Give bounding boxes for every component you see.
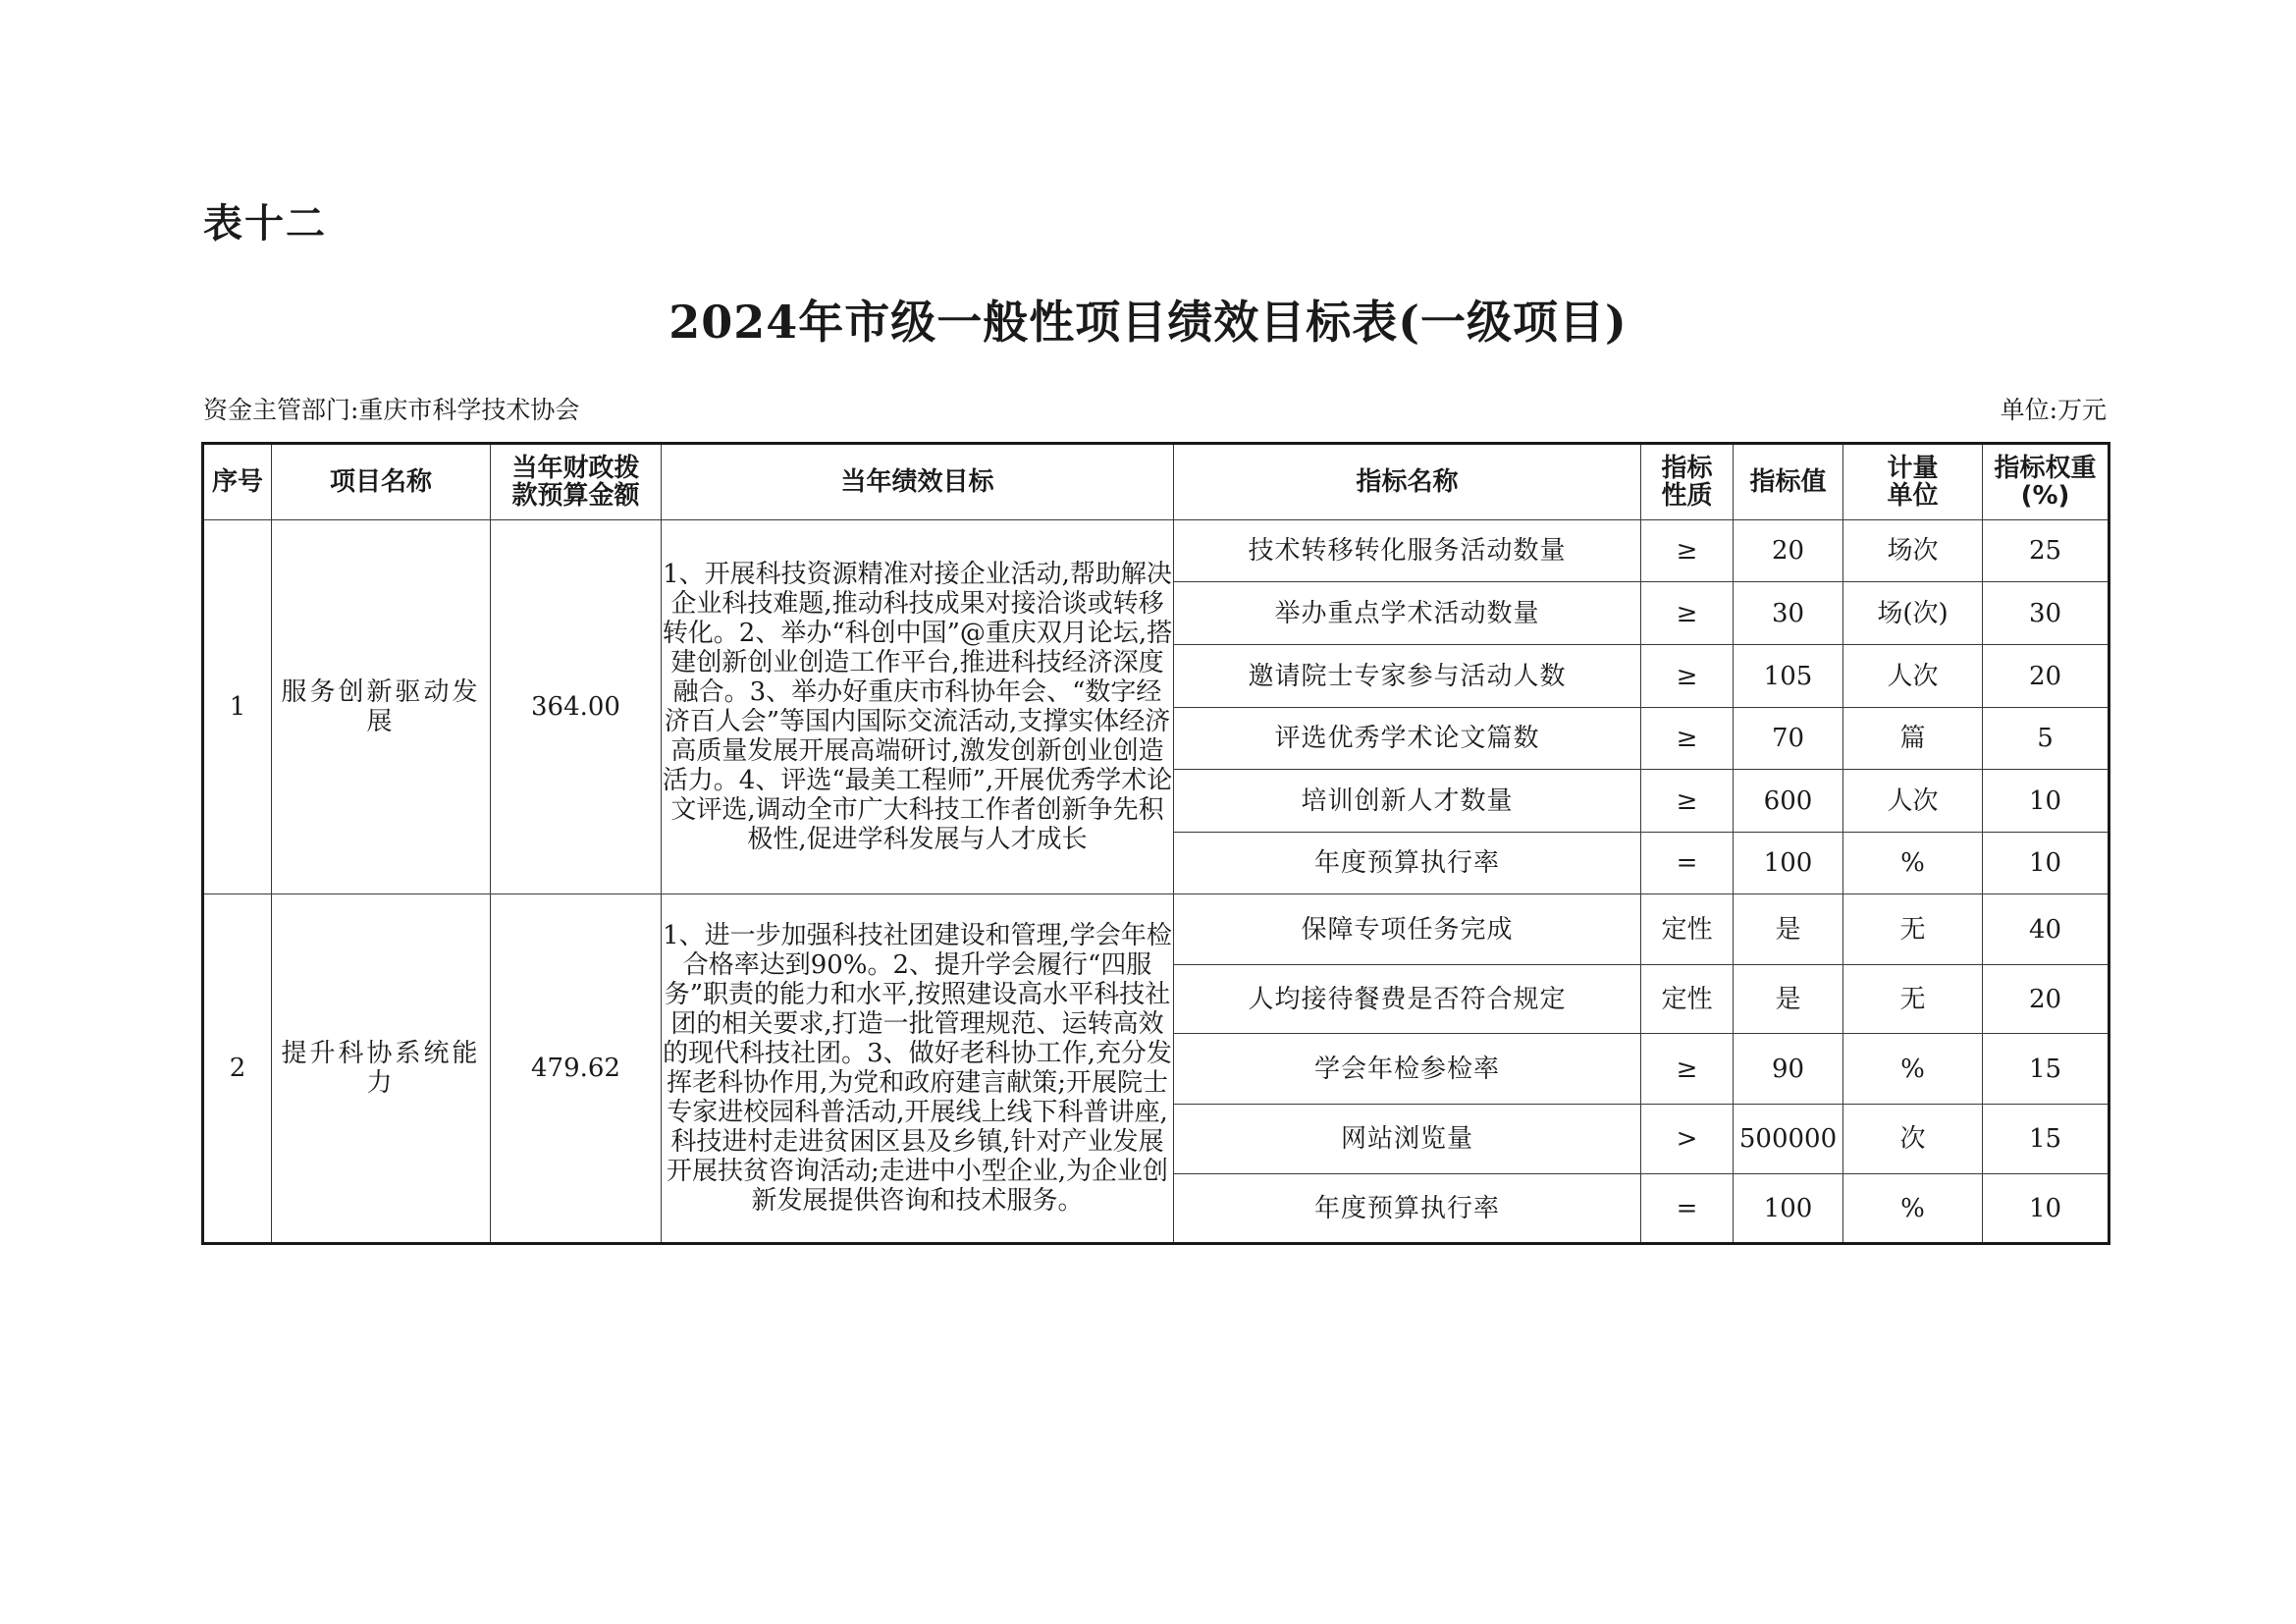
indicator-unit: 无 bbox=[1843, 965, 1983, 1034]
indicator-value: 20 bbox=[1734, 520, 1843, 582]
indicator-unit: 人次 bbox=[1843, 770, 1983, 833]
indicator-nature: 定性 bbox=[1641, 965, 1734, 1034]
indicator-nature: = bbox=[1641, 833, 1734, 894]
indicator-unit: 篇 bbox=[1843, 708, 1983, 770]
header-weight-line2: (%) bbox=[2020, 481, 2070, 511]
project-name: 提升科协系统能力 bbox=[272, 894, 491, 1244]
indicator-value: 100 bbox=[1734, 833, 1843, 894]
indicator-unit: % bbox=[1843, 1174, 1983, 1244]
project-seq: 1 bbox=[203, 520, 272, 894]
indicator-nature: ≥ bbox=[1641, 582, 1734, 645]
indicator-weight: 10 bbox=[1983, 833, 2109, 894]
indicator-weight: 20 bbox=[1983, 965, 2109, 1034]
indicator-name: 保障专项任务完成 bbox=[1174, 894, 1641, 965]
project-goal: 1、进一步加强科技社团建设和管理,学会年检合格率达到90%。2、提升学会履行“四服务”职责的能力和水平,按照建设高水平科技社团的相关要求,打造一批管理规范、运转高效的现代科技社团。3、做好老科协工作,充分发挥老科协作用,为党和政府建言献策;开展院士专家进校园科普活动,开展线上线下科普讲座,科技进村走进贫困区县及乡镇,针对产业发展开展扶贫咨询活动;走进中小型企业,为企业创新发展提供咨询和技术服务。 bbox=[662, 894, 1174, 1244]
indicator-name: 举办重点学术活动数量 bbox=[1174, 582, 1641, 645]
project-goal: 1、开展科技资源精准对接企业活动,帮助解决企业科技难题,推动科技成果对接洽谈或转移转化。2、举办“科创中国”@重庆双月论坛,搭建创新创业创造工作平台,推进科技经济深度融合。3、举办好重庆市科协年会、“数字经济百人会”等国内国际交流活动,支撑实体经济高质量发展开展高端研讨,激发创新创业创造活力。4、评选“最美工程师”,开展优秀学术论文评选,调动全市广大科技工作者创新争先积极性,促进学科发展与人才成长 bbox=[662, 520, 1174, 894]
indicator-weight: 5 bbox=[1983, 708, 2109, 770]
header-row bbox=[203, 444, 2109, 520]
indicator-nature: > bbox=[1641, 1105, 1734, 1174]
indicator-nature: = bbox=[1641, 1174, 1734, 1244]
indicator-value: 70 bbox=[1734, 708, 1843, 770]
indicator-nature: ≥ bbox=[1641, 770, 1734, 833]
table-row bbox=[203, 894, 2109, 965]
indicator-value: 30 bbox=[1734, 582, 1843, 645]
header-indicator-name: 指标名称 bbox=[1174, 444, 1641, 520]
project-budget: 479.62 bbox=[491, 894, 662, 1244]
indicator-value: 90 bbox=[1734, 1034, 1843, 1105]
indicator-unit: 场(次) bbox=[1843, 582, 1983, 645]
table-number: 表十二 bbox=[203, 201, 327, 246]
indicator-name: 邀请院士专家参与活动人数 bbox=[1174, 645, 1641, 708]
indicator-weight: 40 bbox=[1983, 894, 2109, 965]
indicator-unit: % bbox=[1843, 1034, 1983, 1105]
indicator-nature: ≥ bbox=[1641, 645, 1734, 708]
header-nature bbox=[1641, 444, 1734, 520]
header-nature-line2: 性质 bbox=[1661, 481, 1713, 511]
header-weight-line1: 指标权重 bbox=[1994, 454, 2097, 483]
header-budget-line2: 款预算金额 bbox=[511, 481, 640, 511]
indicator-name: 培训创新人才数量 bbox=[1174, 770, 1641, 833]
indicator-value: 是 bbox=[1734, 965, 1843, 1034]
indicator-weight: 30 bbox=[1983, 582, 2109, 645]
indicator-weight: 10 bbox=[1983, 770, 2109, 833]
indicator-weight: 15 bbox=[1983, 1034, 2109, 1105]
indicator-name: 年度预算执行率 bbox=[1174, 1174, 1641, 1244]
indicator-unit: % bbox=[1843, 833, 1983, 894]
indicator-name: 学会年检参检率 bbox=[1174, 1034, 1641, 1105]
header-nature-line1: 指标 bbox=[1661, 454, 1713, 483]
project-seq: 2 bbox=[203, 894, 272, 1244]
indicator-name: 网站浏览量 bbox=[1174, 1105, 1641, 1174]
indicator-nature: 定性 bbox=[1641, 894, 1734, 965]
indicator-weight: 25 bbox=[1983, 520, 2109, 582]
table-row bbox=[203, 520, 2109, 582]
indicator-unit: 场次 bbox=[1843, 520, 1983, 582]
header-budget-line1: 当年财政拨 bbox=[511, 454, 640, 483]
header-project-name: 项目名称 bbox=[272, 444, 491, 520]
indicator-value: 是 bbox=[1734, 894, 1843, 965]
indicator-value: 500000 bbox=[1734, 1105, 1843, 1174]
indicator-value: 100 bbox=[1734, 1174, 1843, 1244]
header-value: 指标值 bbox=[1734, 444, 1843, 520]
indicator-weight: 10 bbox=[1983, 1174, 2109, 1244]
indicator-weight: 15 bbox=[1983, 1105, 2109, 1174]
indicator-name: 技术转移转化服务活动数量 bbox=[1174, 520, 1641, 582]
header-unit-line2: 单位 bbox=[1887, 481, 1939, 511]
indicator-unit: 人次 bbox=[1843, 645, 1983, 708]
indicator-name: 年度预算执行率 bbox=[1174, 833, 1641, 894]
department-label: 资金主管部门:重庆市科学技术协会 bbox=[203, 396, 580, 424]
indicator-value: 600 bbox=[1734, 770, 1843, 833]
indicator-unit: 次 bbox=[1843, 1105, 1983, 1174]
indicator-nature: ≥ bbox=[1641, 520, 1734, 582]
unit-label: 单位:万元 bbox=[2000, 396, 2107, 424]
header-unit-line1: 计量 bbox=[1887, 454, 1939, 483]
indicator-weight: 20 bbox=[1983, 645, 2109, 708]
indicator-value: 105 bbox=[1734, 645, 1843, 708]
indicator-nature: ≥ bbox=[1641, 708, 1734, 770]
header-weight bbox=[1983, 444, 2109, 520]
header-unit bbox=[1843, 444, 1983, 520]
indicator-nature: ≥ bbox=[1641, 1034, 1734, 1105]
project-budget: 364.00 bbox=[491, 520, 662, 894]
document-title: 2024年市级一般性项目绩效目标表(一级项目) bbox=[668, 296, 1628, 349]
indicator-unit: 无 bbox=[1843, 894, 1983, 965]
project-name: 服务创新驱动发展 bbox=[272, 520, 491, 894]
header-seq: 序号 bbox=[203, 444, 272, 520]
indicator-name: 评选优秀学术论文篇数 bbox=[1174, 708, 1641, 770]
indicator-name: 人均接待餐费是否符合规定 bbox=[1174, 965, 1641, 1034]
header-goal: 当年绩效目标 bbox=[662, 444, 1174, 520]
performance-table bbox=[201, 442, 2110, 1245]
header-budget bbox=[491, 444, 662, 520]
